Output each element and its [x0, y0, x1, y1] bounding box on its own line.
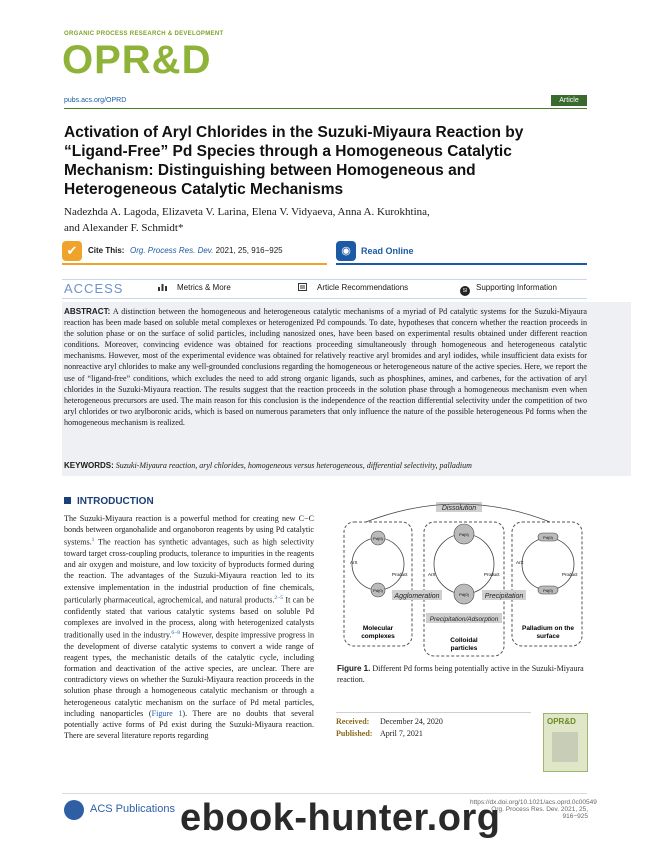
- precipitation-adsorption-label: Precipitation/Adsorption: [429, 616, 499, 623]
- cover-image: [552, 732, 578, 762]
- surface-label-2: surface: [536, 633, 560, 640]
- access-bar: [62, 279, 587, 299]
- surf-pd0-label: Pd(0): [543, 588, 553, 593]
- published-date: April 7, 2021: [380, 729, 423, 738]
- section-heading-introduction: [64, 496, 154, 507]
- cover-logo: OPR&D: [547, 717, 576, 726]
- coll-pd0-label: Pd(0): [459, 592, 469, 597]
- molecular-label-1: Molecular: [362, 625, 394, 632]
- keywords: [64, 461, 587, 470]
- agglomeration-label: Agglomeration: [394, 593, 440, 600]
- footer-divider: [62, 793, 587, 794]
- abstract: [64, 306, 587, 428]
- intro-text-1: The Suzuki-Miyaura reaction is a powerful method for creating new C−C bonds between organohalide and organoboron reagents by using Pd catalytic systems.: [64, 514, 314, 547]
- keywords-text: Suzuki-Miyaura reaction, aryl chlorides, homogeneous versus heterogeneous, differential selectivity, palladium: [113, 461, 472, 470]
- article-dates: [336, 716, 443, 740]
- abstract-label: ABSTRACT:: [64, 307, 111, 316]
- surface-cycle-ring: [522, 538, 574, 590]
- citation-details: 2021, 25, 916−925: [213, 246, 283, 255]
- mol-product-label: Product: [392, 572, 408, 577]
- surf-arx-label: ArX: [516, 560, 524, 565]
- authors-line-1: Nadezhda A. Lagoda, Elizaveta V. Larina, Elena V. Vidyaeva, Anna A. Kurokhtina,: [64, 206, 430, 218]
- surf-pd2-label: Pd(II): [543, 535, 553, 540]
- abstract-text: A distinction between the homogeneous and heterogeneous catalytic mechanisms of a myriad of Pd catalytic systems for the Suzuki-Miyaura reaction has been made based on soluble metal complexes or heterogenized Pd compounds. To date, hypotheses that concern whether the reaction proceeds in the solution phase or on the surface of solid particles, including nanosized ones, have been based on experimental results obtained under different reaction conditions. Moreover, convincing evidence was obtained for reactions proceeding simultaneously through homogeneous and heterogeneous catalytic mechanisms. However, most of the experimental evidence was obtained for relatively reactive aryl bromides and aryl iodides, while insufficient data exists for nonreactive aryl chlorides to make any well-grounded conclusions regarding the homogeneous or heterogeneous nature of the active species. Here, we report the use of “ligand-free” conditions, which excludes the need to add strong organic ligands, such as phosphines, amines, and carbenes, for the activation of aryl chlorides in the Suzuki-Miyaura reaction. The results suggest that the reaction proceeds in the solution phase through a homogeneous mechanism even when heterogeneous precursors are used. The main reason for this conclusion is the independence of the reaction differential selectivity under the competition of two aryl chlorides or two arylboronic acids, which is based on numerous parameters that only influence the nature of the possible heterogeneous Pd forms when the homogeneous mechanism is realized.: [64, 307, 587, 427]
- received-date: December 24, 2020: [380, 717, 443, 726]
- keywords-label: KEYWORDS:: [64, 461, 114, 470]
- authors-line-2: and Alexander F. Schmidt*: [64, 222, 184, 234]
- supporting-label: Supporting Information: [476, 283, 557, 292]
- check-icon: ✔: [62, 241, 82, 261]
- ref-link-3[interactable]: 6−8: [171, 629, 180, 636]
- cite-underline: [62, 263, 327, 265]
- acs-logo-icon: [64, 800, 84, 820]
- document-list-icon: [298, 283, 307, 291]
- read-online-box[interactable]: [336, 241, 587, 263]
- watermark: ebook-hunter.org: [180, 797, 501, 839]
- coll-pd2-label: Pd(II): [459, 532, 469, 537]
- surf-product-label: Product: [562, 572, 578, 577]
- footer-doi[interactable]: https://dx.doi.org/10.1021/acs.oprd.0c00549: [470, 799, 597, 806]
- ref-link-2[interactable]: 2−5: [274, 594, 283, 601]
- read-online-underline: [336, 263, 587, 265]
- journal-cover-thumbnail[interactable]: [543, 713, 588, 772]
- si-badge-icon: SI: [460, 286, 470, 296]
- read-online-button[interactable]: Read Online: [361, 246, 414, 256]
- paper-title: Activation of Aryl Chlorides in the Suzuki-Miyaura Reaction by “Ligand-Free” Pd Species through a Homogeneous Catalytic Mechanism: Distinguishing between Homogeneous and Heterogeneous Catalytic Mechanisms: [64, 124, 524, 198]
- precipitation-label: Precipitation: [484, 593, 524, 600]
- intro-text-2: The reaction has synthetic advantages, such as high selectivity toward target cross-coupling products, tolerance to impurities in the reagents and air oxygen and moisture, and low toxicity of byproducts formed during the reaction. The advantages of the Suzuki-Miyaura reaction led to its extensive implementation in the industrial production of fine chemicals, particularly pharmaceutical, agrochemical, and natural products.: [64, 538, 314, 605]
- caption-label: Figure 1.: [337, 664, 371, 673]
- article-type-badge: Article: [551, 95, 587, 106]
- read-online-icon: ◉: [336, 241, 356, 261]
- recommendations-label: Article Recommendations: [317, 283, 409, 292]
- caption-text: Different Pd forms being potentially active in the Suzuki-Miyaura reaction.: [337, 664, 584, 684]
- mol-pd2-label: Pd(II): [373, 536, 383, 541]
- molecular-cycle-ring: [352, 538, 404, 590]
- ref-link-1[interactable]: 1: [91, 537, 95, 544]
- access-label: ACCESS: [64, 281, 124, 296]
- mol-pd0-label: Pd(0): [373, 588, 383, 593]
- supporting-information-link[interactable]: [460, 283, 557, 296]
- colloidal-label-2: particles: [450, 645, 478, 652]
- citation-reference[interactable]: [130, 246, 283, 255]
- journal-subtitle: ORGANIC PROCESS RESEARCH & DEVELOPMENT: [64, 31, 224, 37]
- published-label: Published:: [336, 729, 373, 738]
- intro-text-3: It can be confidently stated that various catalytic systems based on soluble Pd complexes are involved in the process, along with heterogenized catalysts traditionally used in the industry.: [64, 595, 314, 640]
- journal-logo: OPR&D: [62, 38, 212, 82]
- received-label: Received:: [336, 717, 370, 726]
- dates-divider: [336, 712, 531, 713]
- footer-journal-ref: Org. Process Res. Dev. 2021, 25, 916−925: [491, 806, 588, 820]
- intro-text-5: ). There are no doubts that several potentially active forms of Pd exist during the Suzuki-Miyaura reaction. There are several literature reports regarding: [64, 708, 315, 741]
- figure-1-diagram: [336, 500, 588, 660]
- metrics-label: Metrics & More: [177, 283, 231, 292]
- cite-label: Cite This:: [88, 246, 125, 255]
- coll-product-label: Product: [484, 572, 500, 577]
- coll-arx-label: ArX: [428, 572, 436, 577]
- metrics-more-link[interactable]: [158, 283, 231, 292]
- molecular-label-2: complexes: [361, 633, 395, 640]
- introduction-body: [64, 513, 314, 741]
- figure-1-caption: [337, 663, 587, 685]
- intro-heading-text: INTRODUCTION: [77, 496, 154, 507]
- dissolution-label: Dissolution: [441, 505, 477, 512]
- colloidal-label-1: Colloidal: [450, 637, 478, 644]
- mol-arx-label: ArX: [350, 560, 358, 565]
- figure-1-link[interactable]: Figure 1: [151, 708, 183, 718]
- citation-journal[interactable]: Org. Process Res. Dev.: [130, 246, 214, 255]
- header-divider: [64, 108, 587, 109]
- section-square-icon: [64, 497, 71, 504]
- author-list: [64, 204, 584, 236]
- intro-text-4: However, despite impressive progress in the development of diverse catalytic systems to convert a wide range of reagent types, the mechanistic details of the catalytic cycle, including formation and deactivation of the active species, are unclear. There are contradictory views on whether the Suzuki-Miyaura reaction proceeds in the solution phase through a homogeneous catalytic mechanism or through a heterogeneous catalytic mechanism on the surface of Pd metal particles, including nanoparticles (: [64, 630, 315, 718]
- acs-publications-logo[interactable]: ACS Publications: [90, 803, 175, 815]
- surface-label-1: Palladium on the: [521, 625, 575, 632]
- bar-chart-icon: [158, 283, 167, 291]
- article-recommendations-link[interactable]: [298, 283, 408, 292]
- cite-this-box[interactable]: [62, 241, 327, 263]
- journal-url-link[interactable]: pubs.acs.org/OPRD: [64, 97, 127, 104]
